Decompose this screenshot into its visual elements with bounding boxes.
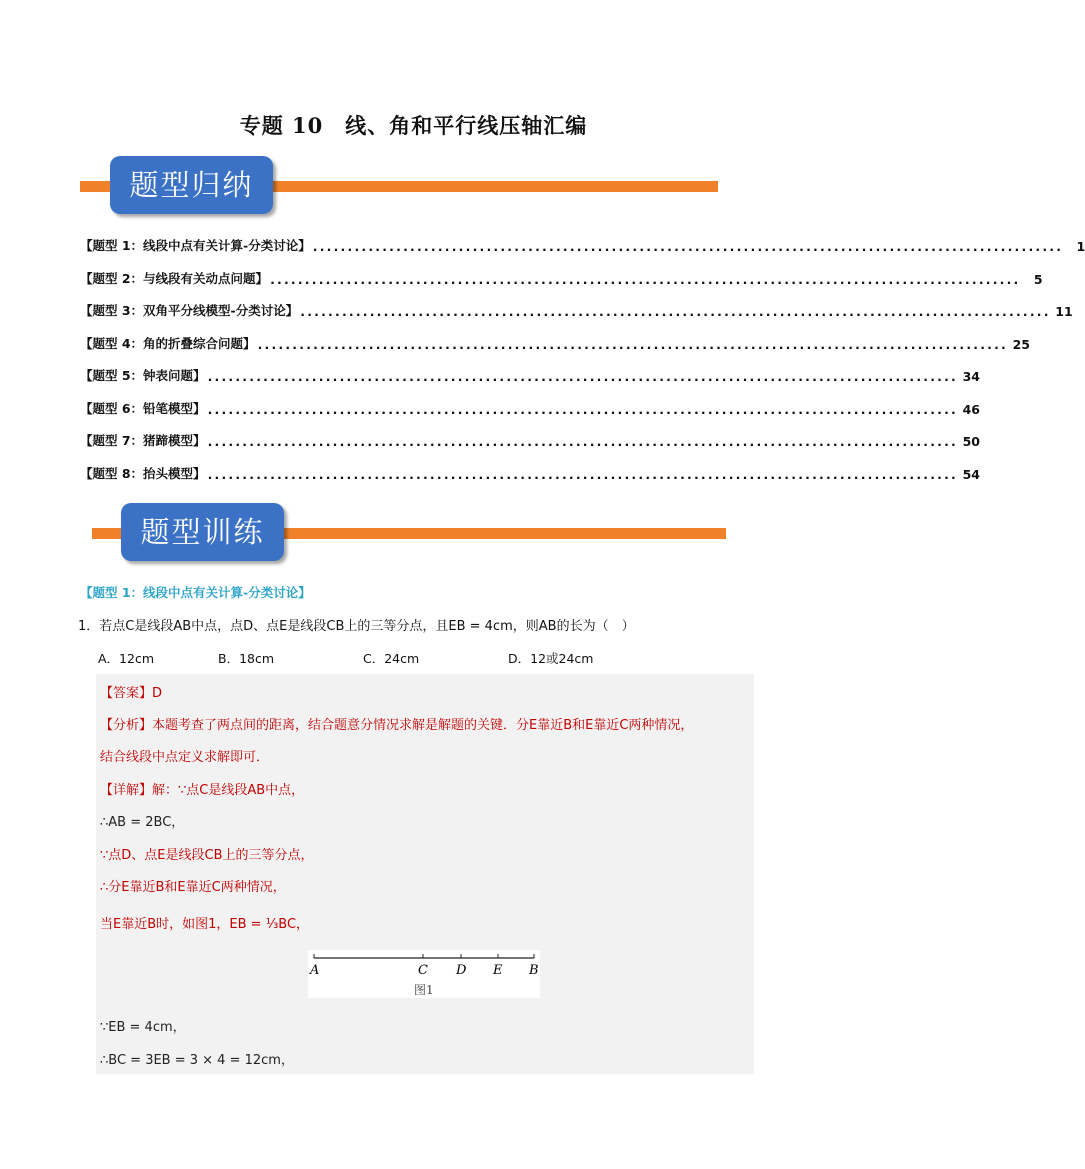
answer-line: 【答案】D (100, 686, 163, 701)
question-text: 1．若点C是线段AB中点，点D、点E是线段CB上的三等分点，且EB = 4cm，则AB的长为（ ） (78, 619, 635, 634)
toc-label: 【题型 6：铅笔模型】 (80, 401, 206, 416)
option-b[interactable]: B．18cm (218, 651, 275, 666)
toc-label: 【题型 2：与线段有关动点问题】 (80, 271, 269, 286)
toc-page: 5 (1033, 272, 1043, 287)
toc-leader: ............................................................................................................ (312, 239, 1064, 254)
toc-page: 54 (962, 467, 981, 482)
toc-leader: ............................................................................................................ (207, 402, 959, 417)
solution-panel (96, 674, 754, 1074)
analysis-line: 【分析】本题考查了两点间的距离，结合题意分情况求解是解题的关键．分E靠近B和E靠近C两种情况， (100, 718, 694, 733)
section-heading: 【题型 1：线段中点有关计算-分类讨论】 (80, 585, 311, 600)
figure-caption: 图1 (414, 983, 434, 997)
toc-item[interactable] (80, 234, 1085, 254)
toc-label: 【题型 4：角的折叠综合问题】 (80, 336, 256, 351)
toc-page: 11 (1055, 304, 1073, 319)
segment-diagram (308, 950, 540, 998)
point-label-d: D (456, 963, 467, 978)
page-title: 专题 10 线、角和平行线压轴汇编 (239, 113, 588, 138)
point-label-b: B (529, 963, 539, 978)
step-line: ∴分E靠近B和E靠近C两种情况， (100, 880, 286, 895)
toc-leader: ............................................................................................................ (270, 272, 1021, 287)
step-line: ∵点D、点E是线段CB上的三等分点， (100, 848, 314, 863)
step-line: ∴AB = 2BC， (100, 815, 185, 830)
option-d[interactable]: D．12或24cm (508, 651, 594, 666)
section-banner-training (92, 503, 726, 563)
toc-leader: ............................................................................................................ (207, 434, 959, 449)
toc-leader: ............................................................................................................ (257, 337, 1009, 352)
step-line: ∵EB = 4cm， (100, 1020, 186, 1035)
toc-item[interactable] (80, 299, 1073, 319)
toc-item[interactable] (80, 429, 981, 449)
step-line: ∴BC = 3EB = 3 × 4 = 12cm， (100, 1053, 294, 1068)
point-label-e: E (493, 963, 503, 978)
toc-item[interactable] (80, 397, 981, 417)
detail-line: 【详解】解：∵点C是线段AB中点， (100, 783, 305, 798)
step-line: 当E靠近B时，如图1，EB = ⅓BC， (100, 917, 310, 932)
toc-label: 【题型 3：双角平分线模型-分类讨论】 (80, 303, 299, 318)
section-banner-summary (80, 156, 718, 216)
toc-item[interactable] (80, 462, 981, 482)
toc-page: 1 (1076, 239, 1085, 254)
toc-leader: ............................................................................................................ (300, 304, 1051, 319)
toc-leader: ............................................................................................................ (207, 369, 959, 384)
figure-1 (308, 950, 540, 998)
toc-page: 34 (962, 369, 981, 384)
toc-leader: ............................................................................................................ (207, 467, 959, 482)
option-c[interactable]: C．24cm (363, 651, 420, 666)
banner-label: 题型训练 (121, 503, 284, 561)
toc-page: 50 (962, 434, 981, 449)
toc-page: 25 (1012, 337, 1031, 352)
toc-label: 【题型 7：猪蹄模型】 (80, 433, 206, 448)
banner-label: 题型归纳 (110, 156, 273, 214)
point-label-a: A (310, 963, 320, 978)
point-label-c: C (418, 963, 428, 978)
toc-item[interactable] (80, 364, 981, 384)
analysis-line: 结合线段中点定义求解即可． (100, 750, 270, 765)
toc-item[interactable] (80, 267, 1043, 287)
toc-label: 【题型 8：抬头模型】 (80, 466, 206, 481)
toc-label: 【题型 5：钟表问题】 (80, 368, 206, 383)
toc-item[interactable] (80, 332, 1031, 352)
toc-page: 46 (962, 402, 981, 417)
option-a[interactable]: A．12cm (98, 651, 155, 666)
toc-label: 【题型 1：线段中点有关计算-分类讨论】 (80, 238, 311, 253)
